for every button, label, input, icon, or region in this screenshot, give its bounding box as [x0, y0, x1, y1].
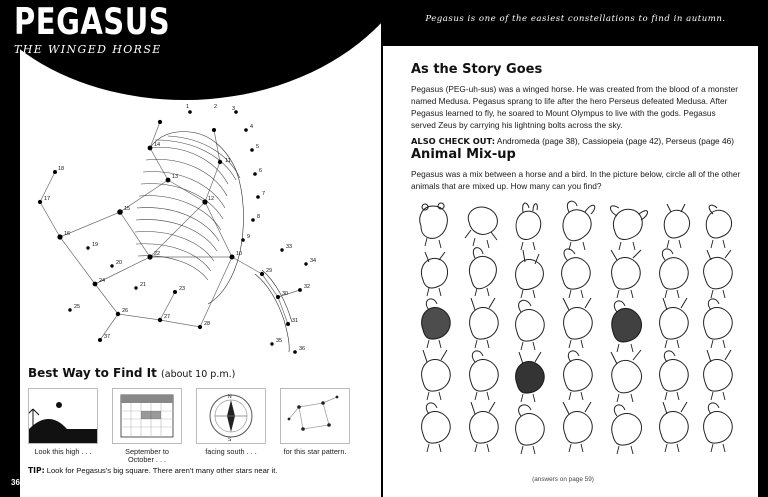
svg-text:27: 27: [164, 314, 171, 320]
svg-text:23: 23: [179, 286, 186, 292]
find-it-item-altitude: [28, 388, 98, 465]
svg-text:36: 36: [299, 346, 306, 352]
star-pattern-icon: [280, 388, 350, 444]
left-page-edge: [0, 0, 20, 497]
svg-text:35: 35: [276, 338, 283, 344]
svg-text:28: 28: [204, 321, 211, 327]
page-subtitle: THE WINGED HORSE: [14, 43, 162, 56]
svg-text:9: 9: [247, 234, 251, 240]
banner-text: Pegasus is one of the easiest constellations to find in autumn.: [425, 14, 726, 24]
also-check-out: [411, 135, 741, 147]
svg-text:26: 26: [122, 308, 129, 314]
svg-text:33: 33: [286, 244, 293, 250]
animal-mixup-illustration: [407, 196, 747, 471]
tip-text: Look for Pegasus's big square. There aren't many other stars near it.: [46, 466, 278, 475]
svg-text:31: 31: [292, 318, 299, 324]
best-way-to-find-it: [28, 366, 358, 465]
page-title-block: [14, 0, 171, 56]
svg-text:19: 19: [92, 242, 99, 248]
horizon-altitude-icon: [28, 388, 98, 444]
also-check-out-text: Andromeda (page 38), Cassiopeia (page 42), Perseus (page 46): [496, 136, 734, 147]
section-body-activity: Pegasus was a mix between a horse and a bird. In the picture below, circle all of the other animals that are mixed up. How many can you find?: [411, 169, 741, 192]
find-it-heading-text: Best Way to Find It: [28, 366, 157, 380]
svg-text:24: 24: [99, 278, 106, 284]
svg-text:6: 6: [259, 168, 263, 174]
find-it-heading: [28, 366, 358, 380]
svg-text:10: 10: [236, 251, 243, 257]
find-it-item-direction: [196, 388, 266, 465]
find-it-caption: Look this high . . .: [34, 447, 92, 456]
section-heading-story: As the Story Goes: [411, 62, 543, 77]
tip-label: TIP:: [28, 466, 45, 475]
also-check-out-label: ALSO CHECK OUT:: [411, 136, 496, 147]
svg-text:18: 18: [58, 166, 65, 172]
svg-text:15: 15: [124, 206, 131, 212]
left-page: [0, 0, 381, 497]
section-body-story: Pegasus (PEG-uh-sus) was a winged horse. He was created from the blood of a monster named Medusa. Pegasus sprang to life after the hero Perseus defeated Medusa. After Pegasus learned to fly, he soared to Mount Olympus to live with the gods. Pegasus served Zeus by carrying his lightning bolts across the sky.: [411, 84, 738, 131]
right-page-content: [411, 62, 741, 196]
answers-note: (answers on page 59): [532, 476, 594, 483]
svg-text:37: 37: [104, 334, 111, 340]
svg-text:29: 29: [266, 268, 273, 274]
right-page: [383, 0, 768, 497]
page-title: PEGASUS: [14, 0, 171, 43]
animal-grid-svg: [407, 196, 747, 471]
svg-text:21: 21: [140, 282, 147, 288]
calendar-icon: [112, 388, 182, 444]
svg-text:30: 30: [282, 291, 289, 297]
page-number-right: 37: [745, 478, 754, 487]
compass-icon: [196, 388, 266, 444]
svg-text:5: 5: [256, 144, 260, 150]
svg-text:16: 16: [64, 231, 71, 237]
svg-text:2: 2: [214, 104, 218, 110]
svg-text:7: 7: [262, 191, 266, 197]
svg-text:17: 17: [44, 196, 51, 202]
svg-text:4: 4: [250, 124, 254, 130]
find-it-heading-paren: (about 10 p.m.): [161, 369, 236, 380]
section-heading-activity: Animal Mix-up: [411, 147, 516, 163]
svg-text:12: 12: [208, 196, 215, 202]
svg-text:11: 11: [225, 158, 231, 164]
svg-text:13: 13: [172, 174, 179, 180]
svg-text:22: 22: [154, 251, 161, 257]
svg-text:8: 8: [257, 214, 261, 220]
find-it-item-pattern: [280, 388, 350, 465]
find-it-caption: for this star pattern.: [283, 447, 347, 456]
svg-text:3: 3: [232, 106, 236, 112]
star-map-svg: [0, 52, 381, 362]
find-it-caption: September to October . . .: [125, 447, 169, 465]
svg-text:1: 1: [186, 104, 190, 110]
constellation-star-map: [0, 52, 381, 362]
find-it-row: [28, 388, 358, 465]
find-it-item-months: [112, 388, 182, 465]
svg-text:20: 20: [116, 260, 123, 266]
svg-text:32: 32: [304, 284, 311, 290]
svg-text:25: 25: [74, 304, 81, 310]
find-it-caption: facing south . . .: [205, 447, 257, 456]
star-number-labels: [44, 104, 316, 352]
svg-text:14: 14: [154, 142, 161, 148]
right-page-edge: [758, 0, 768, 497]
svg-text:N: N: [228, 394, 232, 400]
tip-line: [28, 466, 358, 475]
svg-text:S: S: [228, 437, 232, 443]
page-number-left: 36: [11, 478, 20, 487]
svg-text:34: 34: [310, 258, 317, 264]
